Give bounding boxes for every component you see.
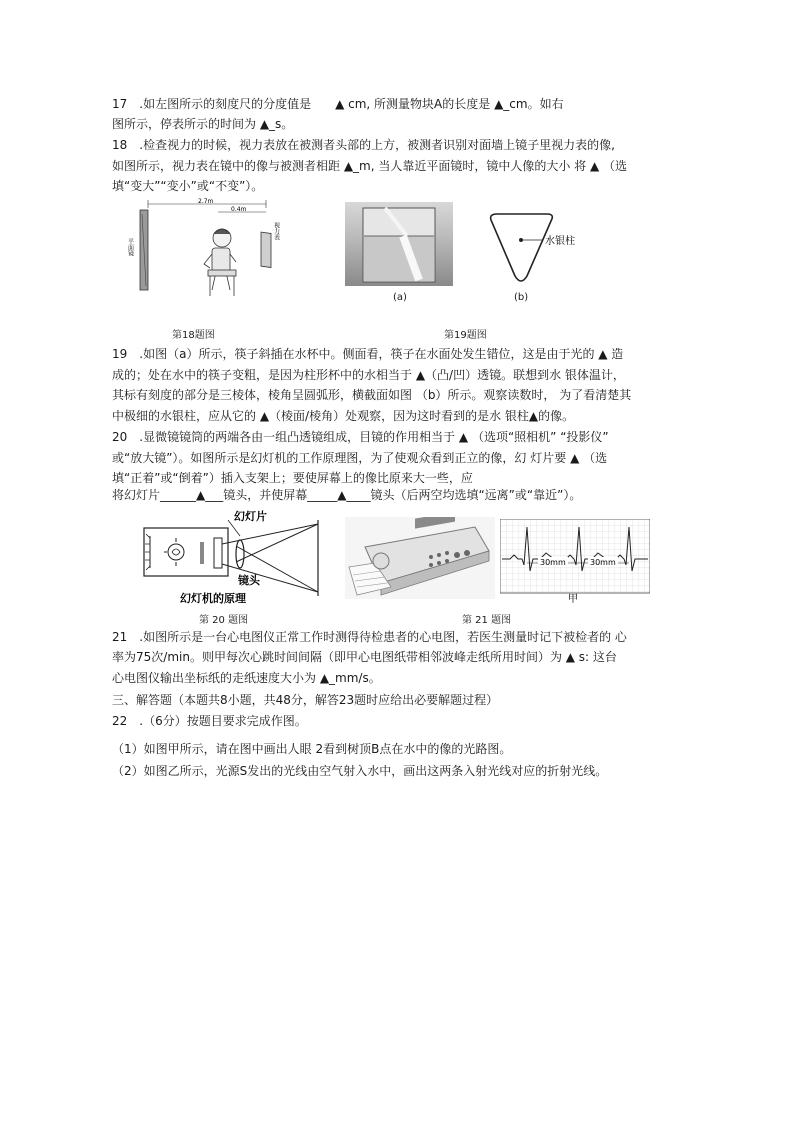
- q21-line-3: 心电图仪输出坐标纸的走纸速度大小为 ▲_mm/s。: [112, 671, 381, 685]
- figure-21-caption: 第 21 题图: [462, 615, 512, 626]
- slide-label: 幻灯片: [234, 510, 267, 523]
- figure-20-caption: 第 20 题图: [199, 615, 249, 626]
- q19-line-4: 中极细的水银柱，应从它的 ▲（棱面/棱角）处观察，因为这时看到的是水 银柱▲的像。: [112, 409, 575, 423]
- ecg-label: 甲: [568, 594, 578, 603]
- figure-19b-thermometer-section: [485, 210, 585, 290]
- figure-20-projector: [140, 508, 325, 608]
- figure-19b-label: (b): [514, 292, 529, 303]
- ecg-dist-right: 30mm: [590, 558, 616, 567]
- q20-line-2: 或“放大镜”）。如图所示是幻灯机的工作原理图，为了使观众看到正立的像，幻 灯片要 ▲ （选: [112, 451, 608, 465]
- mirror-label: 平面镜: [126, 238, 134, 256]
- q18-line-2: 如图所示，视力表在镜中的像与被测者相距 ▲_m, 当人靠近平面镜时，镜中人像的大小 将 ▲ （选: [112, 159, 628, 173]
- q22-title: 22 .（6分）按题目要求完成作图。: [112, 714, 307, 728]
- q18-line-3: 填“变大”“变小”或“不变”）。: [112, 179, 264, 193]
- lens-label: 镜头: [238, 574, 260, 587]
- q17-line-1: 17 .如左图所示的刻度尺的分度值是 ▲ cm, 所测量物块A的长度是 ▲_cm。如右: [112, 97, 564, 111]
- eye-chart-label: 视力表: [272, 222, 280, 240]
- section-3-heading: 三、解答题（本题共8小题，共48分，解答23题时应给出必要解题过程）: [112, 693, 499, 707]
- figure-19a-cup-photo: [345, 202, 453, 286]
- distance-small: 0.4m: [231, 206, 247, 213]
- q20-line-3: 填“正着”或“倒着”）插入支架上；要使屏幕上的像比原来大一些，应: [112, 471, 473, 485]
- q21-line-1: 21 .如图所示是一台心电图仪正常工作时测得待检患者的心电图，若医生测量时记下被检者的 心: [112, 630, 627, 644]
- figure-21-ecg-device: [345, 517, 495, 599]
- q22-part-2: （2）如图乙所示，光源S发出的光线由空气射入水中，画出这两条入射光线对应的折射光线。: [112, 764, 608, 778]
- q20-line-4: 将幻灯片______▲___镜头，并使屏幕_____▲____镜头（后两空均选填“远离”或“靠近”）。: [112, 488, 582, 502]
- q17-line-2: 图所示，停表所示的时间为 ▲_s。: [112, 117, 294, 131]
- principle-label: 幻灯机的原理: [180, 592, 246, 605]
- figure-19-caption: 第19题图: [444, 330, 487, 341]
- q20-line-1: 20 .显微镜镜筒的两端各由一组凸透镜组成，目镜的作用相当于 ▲ （选项“照相机” “投影仪”: [112, 430, 609, 444]
- figure-21-ecg-trace: [500, 519, 650, 603]
- eye-chart: [261, 232, 271, 267]
- mercury-label: 水银柱: [545, 236, 575, 247]
- seated-person: [204, 229, 236, 296]
- figure-18: [118, 198, 288, 303]
- figure-18-caption: 第18题图: [172, 330, 215, 341]
- q21-line-2: 率为75次/min。则甲每次心跳时间间隔（即甲心电图纸带相邻波峰走纸所用时间）为 ▲ s: 这台: [112, 650, 617, 664]
- q19-line-3: 其标有刻度的部分是三棱体，棱角呈圆弧形，横截面如图 （b）所示。观察读数时， 为了看清楚其: [112, 388, 632, 402]
- distance-total: 2.7m: [198, 198, 214, 205]
- ecg-dist-left: 30mm: [540, 558, 566, 567]
- q22-part-1: （1）如图甲所示，请在图中画出人眼 2看到树顶B点在水中的像的光路图。: [112, 742, 512, 756]
- figure-19a-label: (a): [393, 292, 407, 303]
- q19-line-2: 成的；处在水中的筷子变粗，是因为柱形杯中的水相当于 ▲（凸/凹）透镜。联想到水 银体温计，: [112, 368, 625, 382]
- q18-line-1: 18 .检查视力的时候，视力表放在被测者头部的上方，被测者识别对面墙上镜子里视力表的像,: [112, 138, 615, 152]
- q19-line-1: 19 .如图（a）所示，筷子斜插在水杯中。侧面看，筷子在水面处发生错位，这是由于光的 ▲ 造: [112, 347, 624, 361]
